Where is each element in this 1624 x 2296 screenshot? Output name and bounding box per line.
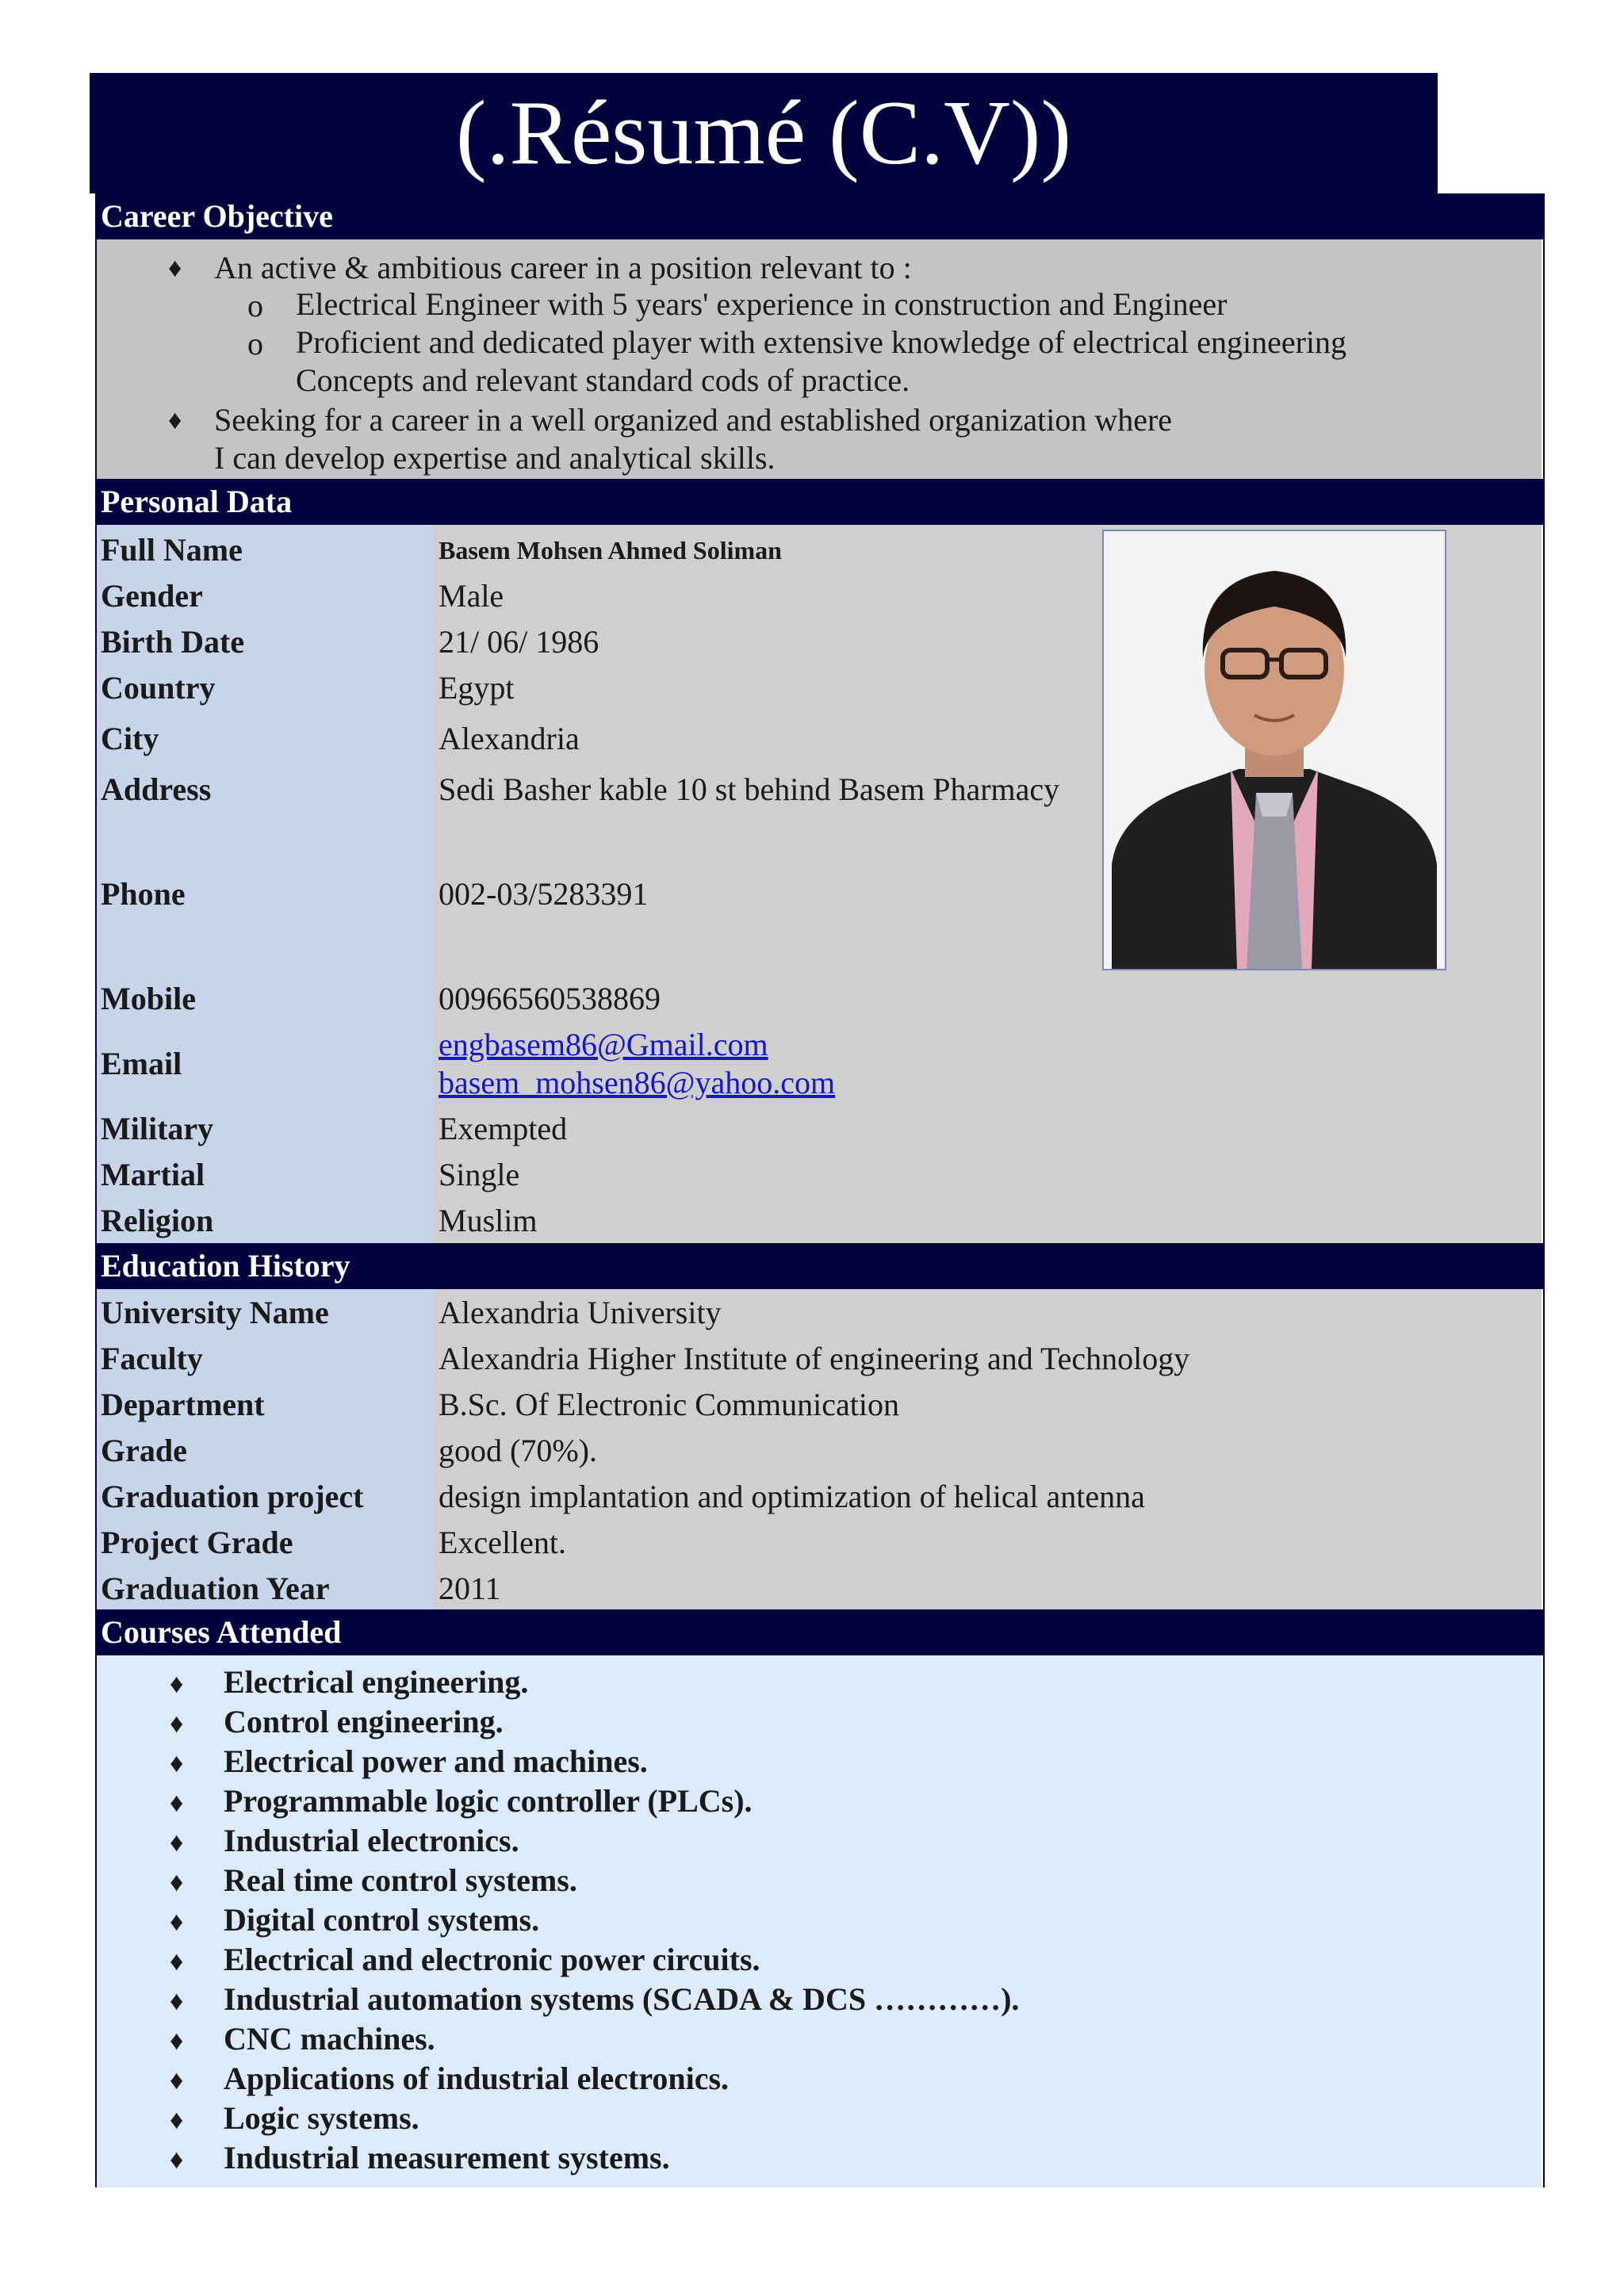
address-value: Sedi Basher kable 10 st behind Basem Pharmacy <box>439 771 1060 807</box>
objective-sub-1: Electrical Engineer with 5 years' experience in construction and Engineer <box>296 286 1228 322</box>
university-name-value: Alexandria University <box>439 1295 722 1330</box>
graduation-project-label: Graduation project <box>101 1479 364 1514</box>
education-value-column <box>434 1289 1542 1609</box>
email-label: Email <box>101 1046 182 1081</box>
full-name-label: Full Name <box>101 532 243 568</box>
military-label: Military <box>101 1111 214 1146</box>
birth-date-value: 21/ 06/ 1986 <box>439 624 599 660</box>
objective-bullet-2-line-2: I can develop expertise and analytical skills. <box>214 440 776 476</box>
religion-value: Muslim <box>439 1203 538 1238</box>
bullet-icon: ♦ <box>170 1670 184 1699</box>
sub-bullet-icon: o <box>247 326 263 362</box>
course-item: CNC machines. <box>224 2021 435 2057</box>
objective-sub-2-line-1: Proficient and dedicated player with extensive knowledge of electrical engineering <box>296 324 1347 360</box>
bullet-icon: ♦ <box>170 1749 184 1778</box>
country-value: Egypt <box>439 670 515 706</box>
course-item: Applications of industrial electronics. <box>224 2061 730 2096</box>
sub-bullet-icon: o <box>247 288 263 323</box>
course-item: Digital control systems. <box>224 1902 540 1938</box>
bullet-icon: ♦ <box>170 2026 184 2056</box>
bullet-icon: ♦ <box>170 1987 184 2016</box>
mobile-value: 00966560538869 <box>439 981 661 1016</box>
phone-label: Phone <box>101 876 186 912</box>
department-value: B.Sc. Of Electronic Communication <box>439 1387 899 1422</box>
courses-heading: Courses Attended <box>95 1609 1543 1655</box>
grade-label: Grade <box>101 1433 187 1468</box>
bullet-icon: ♦ <box>168 406 182 435</box>
department-label: Department <box>101 1387 265 1422</box>
course-item: Industrial measurement systems. <box>224 2140 670 2175</box>
faculty-label: Faculty <box>101 1341 203 1376</box>
faculty-value: Alexandria Higher Institute of engineering and Technology <box>439 1341 1190 1376</box>
university-name-label: University Name <box>101 1295 329 1330</box>
bullet-icon: ♦ <box>170 1908 184 1937</box>
bullet-icon: ♦ <box>170 1709 184 1739</box>
objective-sub-2-line-2: Concepts and relevant standard cods of practice. <box>296 362 910 398</box>
course-item: Logic systems. <box>224 2100 419 2136</box>
resume-title: (.Résumé (C.V)) <box>90 73 1438 193</box>
religion-label: Religion <box>101 1203 214 1238</box>
course-item: Electrical power and machines. <box>224 1743 648 1779</box>
bullet-icon: ♦ <box>170 2106 184 2135</box>
martial-label: Martial <box>101 1157 205 1192</box>
course-item: Industrial automation systems (SCADA & DCS …………). <box>224 1981 1020 2017</box>
gender-label: Gender <box>101 578 203 614</box>
bullet-icon: ♦ <box>168 254 182 283</box>
course-item: Industrial electronics. <box>224 1823 519 1858</box>
address-label: Address <box>101 771 212 807</box>
profile-photo <box>1102 530 1446 970</box>
phone-value: 002-03/5283391 <box>439 876 649 912</box>
martial-value: Single <box>439 1157 520 1192</box>
bullet-icon: ♦ <box>170 2066 184 2095</box>
graduation-year-value: 2011 <box>439 1571 501 1606</box>
course-item: Programmable logic controller (PLCs). <box>224 1783 753 1819</box>
course-item: Control engineering. <box>224 1704 504 1739</box>
city-value: Alexandria <box>439 721 580 756</box>
project-grade-label: Project Grade <box>101 1525 293 1560</box>
email-link-yahoo[interactable]: basem_mohsen86@yahoo.com <box>439 1065 836 1100</box>
grade-value: good (70%). <box>439 1433 597 1468</box>
military-value: Exempted <box>439 1111 568 1146</box>
bullet-icon: ♦ <box>170 1828 184 1858</box>
career-objective-heading: Career Objective <box>95 193 1543 239</box>
course-item: Electrical and electronic power circuits. <box>224 1942 760 1977</box>
mobile-label: Mobile <box>101 981 196 1016</box>
email-link-gmail[interactable]: engbasem86@Gmail.com <box>439 1027 768 1062</box>
gender-value: Male <box>439 578 504 614</box>
city-label: City <box>101 721 159 756</box>
course-item: Electrical engineering. <box>224 1664 529 1700</box>
bullet-icon: ♦ <box>170 1789 184 1818</box>
portrait-image <box>1104 531 1445 969</box>
education-heading: Education History <box>95 1243 1543 1289</box>
bullet-icon: ♦ <box>170 1947 184 1976</box>
bullet-icon: ♦ <box>170 1868 184 1897</box>
full-name-value: Basem Mohsen Ahmed Soliman <box>439 536 782 564</box>
graduation-year-label: Graduation Year <box>101 1571 330 1606</box>
objective-bullet-1: An active & ambitious career in a position relevant to : <box>214 250 912 285</box>
course-item: Real time control systems. <box>224 1862 577 1898</box>
birth-date-label: Birth Date <box>101 624 245 660</box>
personal-data-heading: Personal Data <box>95 479 1543 525</box>
project-grade-value: Excellent. <box>439 1525 567 1560</box>
country-label: Country <box>101 670 216 706</box>
graduation-project-value: design implantation and optimization of helical antenna <box>439 1479 1145 1514</box>
bullet-icon: ♦ <box>170 2145 184 2175</box>
objective-bullet-2-line-1: Seeking for a career in a well organized and established organization where <box>214 402 1173 438</box>
